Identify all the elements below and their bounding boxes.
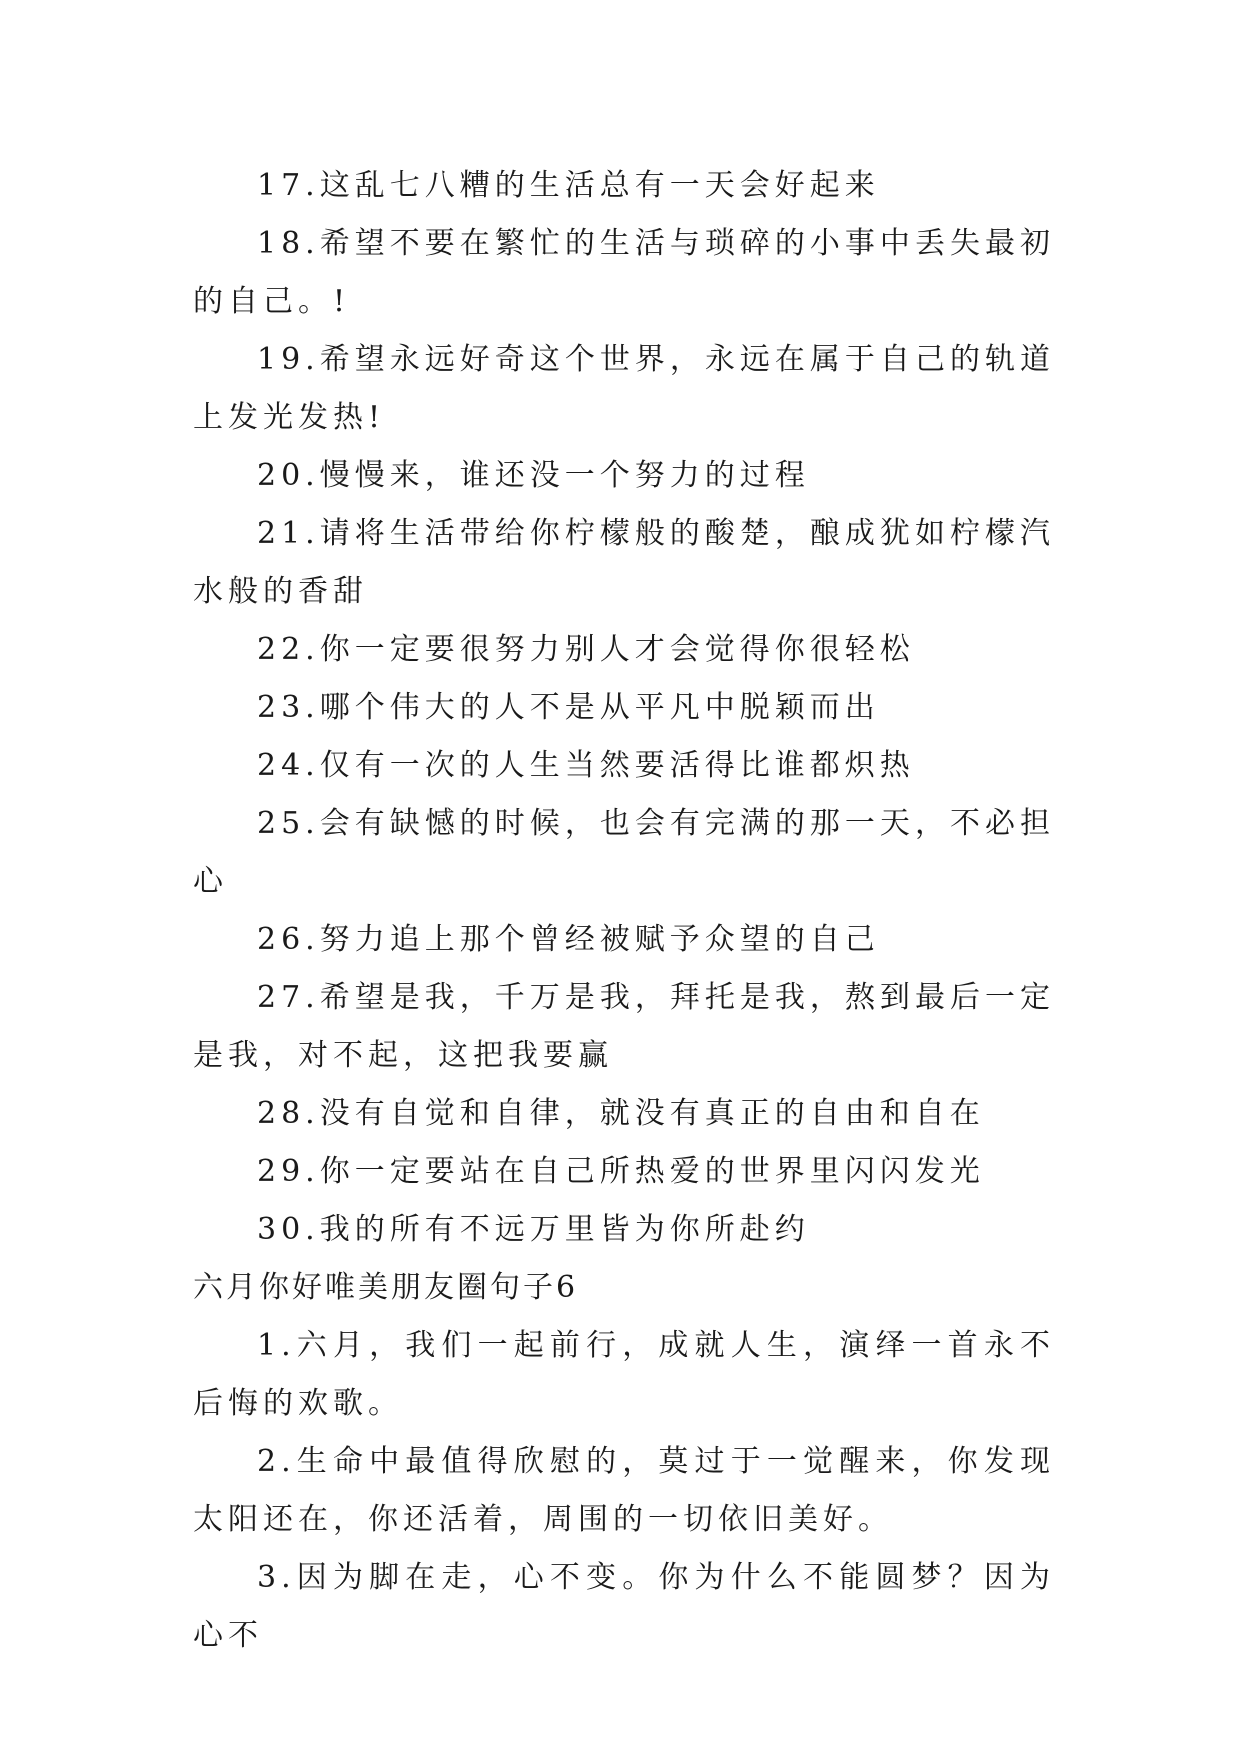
list-item: 1.六月，我们一起前行，成就人生，演绎一首永不后悔的欢歌。 — [193, 1328, 1055, 1421]
list-item: 29.你一定要站在自己所热爱的世界里闪闪发光 — [257, 1154, 985, 1189]
list-item: 21.请将生活带给你柠檬般的酸楚，酿成犹如柠檬汽水般的香甜 — [193, 516, 1055, 609]
list-item: 2.生命中最值得欣慰的，莫过于一觉醒来，你发现太阳还在，你还活着，周围的一切依旧美好。 — [193, 1444, 1055, 1537]
list-item: 26.努力追上那个曾经被赋予众望的自己 — [257, 922, 880, 957]
list-item: 18.希望不要在繁忙的生活与琐碎的小事中丢失最初的自己。! — [193, 226, 1055, 319]
list-item: 30.我的所有不远万里皆为你所赴约 — [257, 1212, 810, 1247]
list-item: 19.希望永远好奇这个世界，永远在属于自己的轨道上发光发热! — [193, 342, 1055, 435]
document-page — [193, 157, 1055, 1665]
list-item: 20.慢慢来，谁还没一个努力的过程 — [257, 458, 810, 493]
list-item: 23.哪个伟大的人不是从平凡中脱颖而出 — [257, 690, 880, 725]
section-heading: 六月你好唯美朋友圈句子6 — [193, 1270, 579, 1305]
list-item: 17.这乱七八糟的生活总有一天会好起来 — [257, 168, 880, 203]
list-item: 25.会有缺憾的时候，也会有完满的那一天，不必担心 — [193, 806, 1055, 899]
list-item: 24.仅有一次的人生当然要活得比谁都炽热 — [257, 748, 915, 783]
list-item: 22.你一定要很努力别人才会觉得你很轻松 — [257, 632, 915, 667]
list-item: 28.没有自觉和自律，就没有真正的自由和自在 — [257, 1096, 985, 1131]
list-item: 27.希望是我，千万是我，拜托是我，熬到最后一定是我，对不起，这把我要赢 — [193, 980, 1055, 1073]
list-item: 3.因为脚在走，心不变。你为什么不能圆梦？因为心不 — [193, 1560, 1055, 1653]
